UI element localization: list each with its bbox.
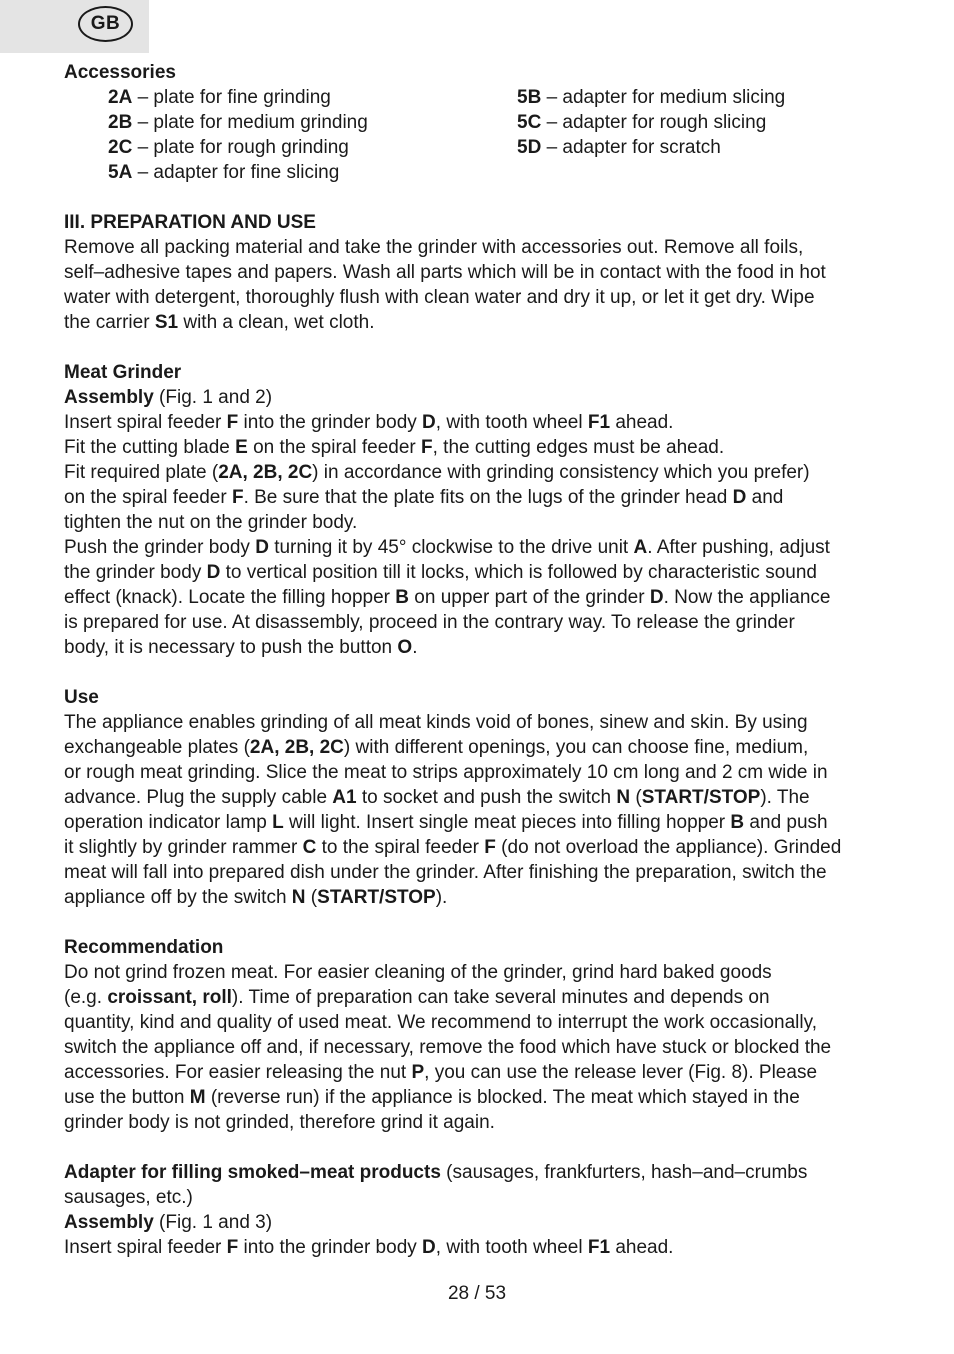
adapter-heading: Adapter for filling smoked–meat products (sausages, frankfurters, hash–and–crumbs — [64, 1162, 808, 1183]
paragraph-line: tighten the nut on the grinder body. — [64, 512, 358, 533]
list-item: 5D – adapter for scratch — [517, 137, 721, 158]
paragraph-line: operation indicator lamp L will light. Insert single meat pieces into filling hopper B and push — [64, 812, 828, 833]
meat-grinder-heading: Meat Grinder — [64, 362, 182, 383]
paragraph-line: quantity, kind and quality of used meat. We recommend to interrupt the work occasionally, — [64, 1012, 817, 1033]
paragraph-line: Remove all packing material and take the grinder with accessories out. Remove all foils, — [64, 237, 804, 258]
list-item: 5B – adapter for medium slicing — [517, 87, 786, 108]
paragraph-line: effect (knack). Locate the filling hopper B on upper part of the grinder D. Now the appliance — [64, 587, 831, 608]
paragraph-line: Insert spiral feeder F into the grinder body D, with tooth wheel F1 ahead. — [64, 1237, 674, 1258]
list-item: 5C – adapter for rough slicing — [517, 112, 767, 133]
paragraph-line: appliance off by the switch N (START/STOP). — [64, 887, 448, 908]
paragraph-line: accessories. For easier releasing the nut P, you can use the release lever (Fig. 8). Please — [64, 1062, 818, 1083]
assembly-subheading: Assembly (Fig. 1 and 2) — [64, 387, 273, 408]
paragraph-line: meat will fall into prepared dish under the grinder. After finishing the preparation, switch the — [64, 862, 827, 883]
paragraph-line: use the button M (reverse run) if the appliance is blocked. The meat which stayed in the — [64, 1087, 800, 1108]
section-heading-preparation: III. PREPARATION AND USE — [64, 212, 316, 233]
accessories-list — [64, 85, 914, 185]
language-tab — [0, 0, 149, 53]
paragraph-line: sausages, etc.) — [64, 1187, 193, 1208]
list-item: 2A – plate for fine grinding — [108, 87, 331, 108]
paragraph-line: body, it is necessary to push the button O. — [64, 637, 418, 658]
paragraph-line: switch the appliance off and, if necessary, remove the food which have stuck or blocked the — [64, 1037, 832, 1058]
paragraph-line: the carrier S1 with a clean, wet cloth. — [64, 312, 375, 333]
paragraph-line: self–adhesive tapes and papers. Wash all parts which will be in contact with the food in hot — [64, 262, 826, 283]
paragraph-line: or rough meat grinding. Slice the meat to strips approximately 10 cm long and 2 cm wide in — [64, 762, 828, 783]
paragraph-line: (e.g. croissant, roll). Time of preparation can take several minutes and depends on — [64, 987, 770, 1008]
list-item: 5A – adapter for fine slicing — [108, 162, 340, 183]
paragraph-line: Do not grind frozen meat. For easier cleaning of the grinder, grind hard baked goods — [64, 962, 772, 983]
paragraph-line: The appliance enables grinding of all meat kinds void of bones, sinew and skin. By using — [64, 712, 808, 733]
list-item: 2C – plate for rough grinding — [108, 137, 349, 158]
accessories-column-left — [108, 85, 368, 185]
paragraph-line: it slightly by grinder rammer C to the spiral feeder F (do not overload the appliance). Grinded — [64, 837, 842, 858]
paragraph-line: grinder body is not grinded, therefore grind it again. — [64, 1112, 495, 1133]
accessories-column-right — [517, 85, 785, 160]
paragraph-line: on the spiral feeder F. Be sure that the plate fits on the lugs of the grinder head D and — [64, 487, 784, 508]
assembly-subheading: Assembly (Fig. 1 and 3) — [64, 1212, 273, 1233]
list-item: 2B – plate for medium grinding — [108, 112, 368, 133]
use-heading: Use — [64, 687, 99, 708]
language-badge: GB — [78, 6, 133, 42]
paragraph-line: the grinder body D to vertical position till it locks, which is followed by characteristic sound — [64, 562, 817, 583]
paragraph-line: water with detergent, thoroughly flush with clean water and dry it up, or let it get dry. Wipe — [64, 287, 815, 308]
paragraph-line: Fit the cutting blade E on the spiral feeder F, the cutting edges must be ahead. — [64, 437, 725, 458]
paragraph-line: is prepared for use. At disassembly, proceed in the contrary way. To release the grinder — [64, 612, 795, 633]
paragraph-line: Push the grinder body D turning it by 45° clockwise to the drive unit A. After pushing, adjust — [64, 537, 830, 558]
document-body — [64, 60, 914, 1260]
paragraph-line: Fit required plate (2A, 2B, 2C) in accordance with grinding consistency which you prefer) — [64, 462, 810, 483]
paragraph-line: advance. Plug the supply cable A1 to socket and push the switch N (START/STOP). The — [64, 787, 810, 808]
recommendation-heading: Recommendation — [64, 937, 224, 958]
accessories-heading: Accessories — [64, 62, 176, 83]
paragraph-line: Insert spiral feeder F into the grinder body D, with tooth wheel F1 ahead. — [64, 412, 674, 433]
paragraph-line: exchangeable plates (2A, 2B, 2C) with different openings, you can choose fine, medium, — [64, 737, 809, 758]
page-number: 28 / 53 — [447, 1283, 507, 1304]
